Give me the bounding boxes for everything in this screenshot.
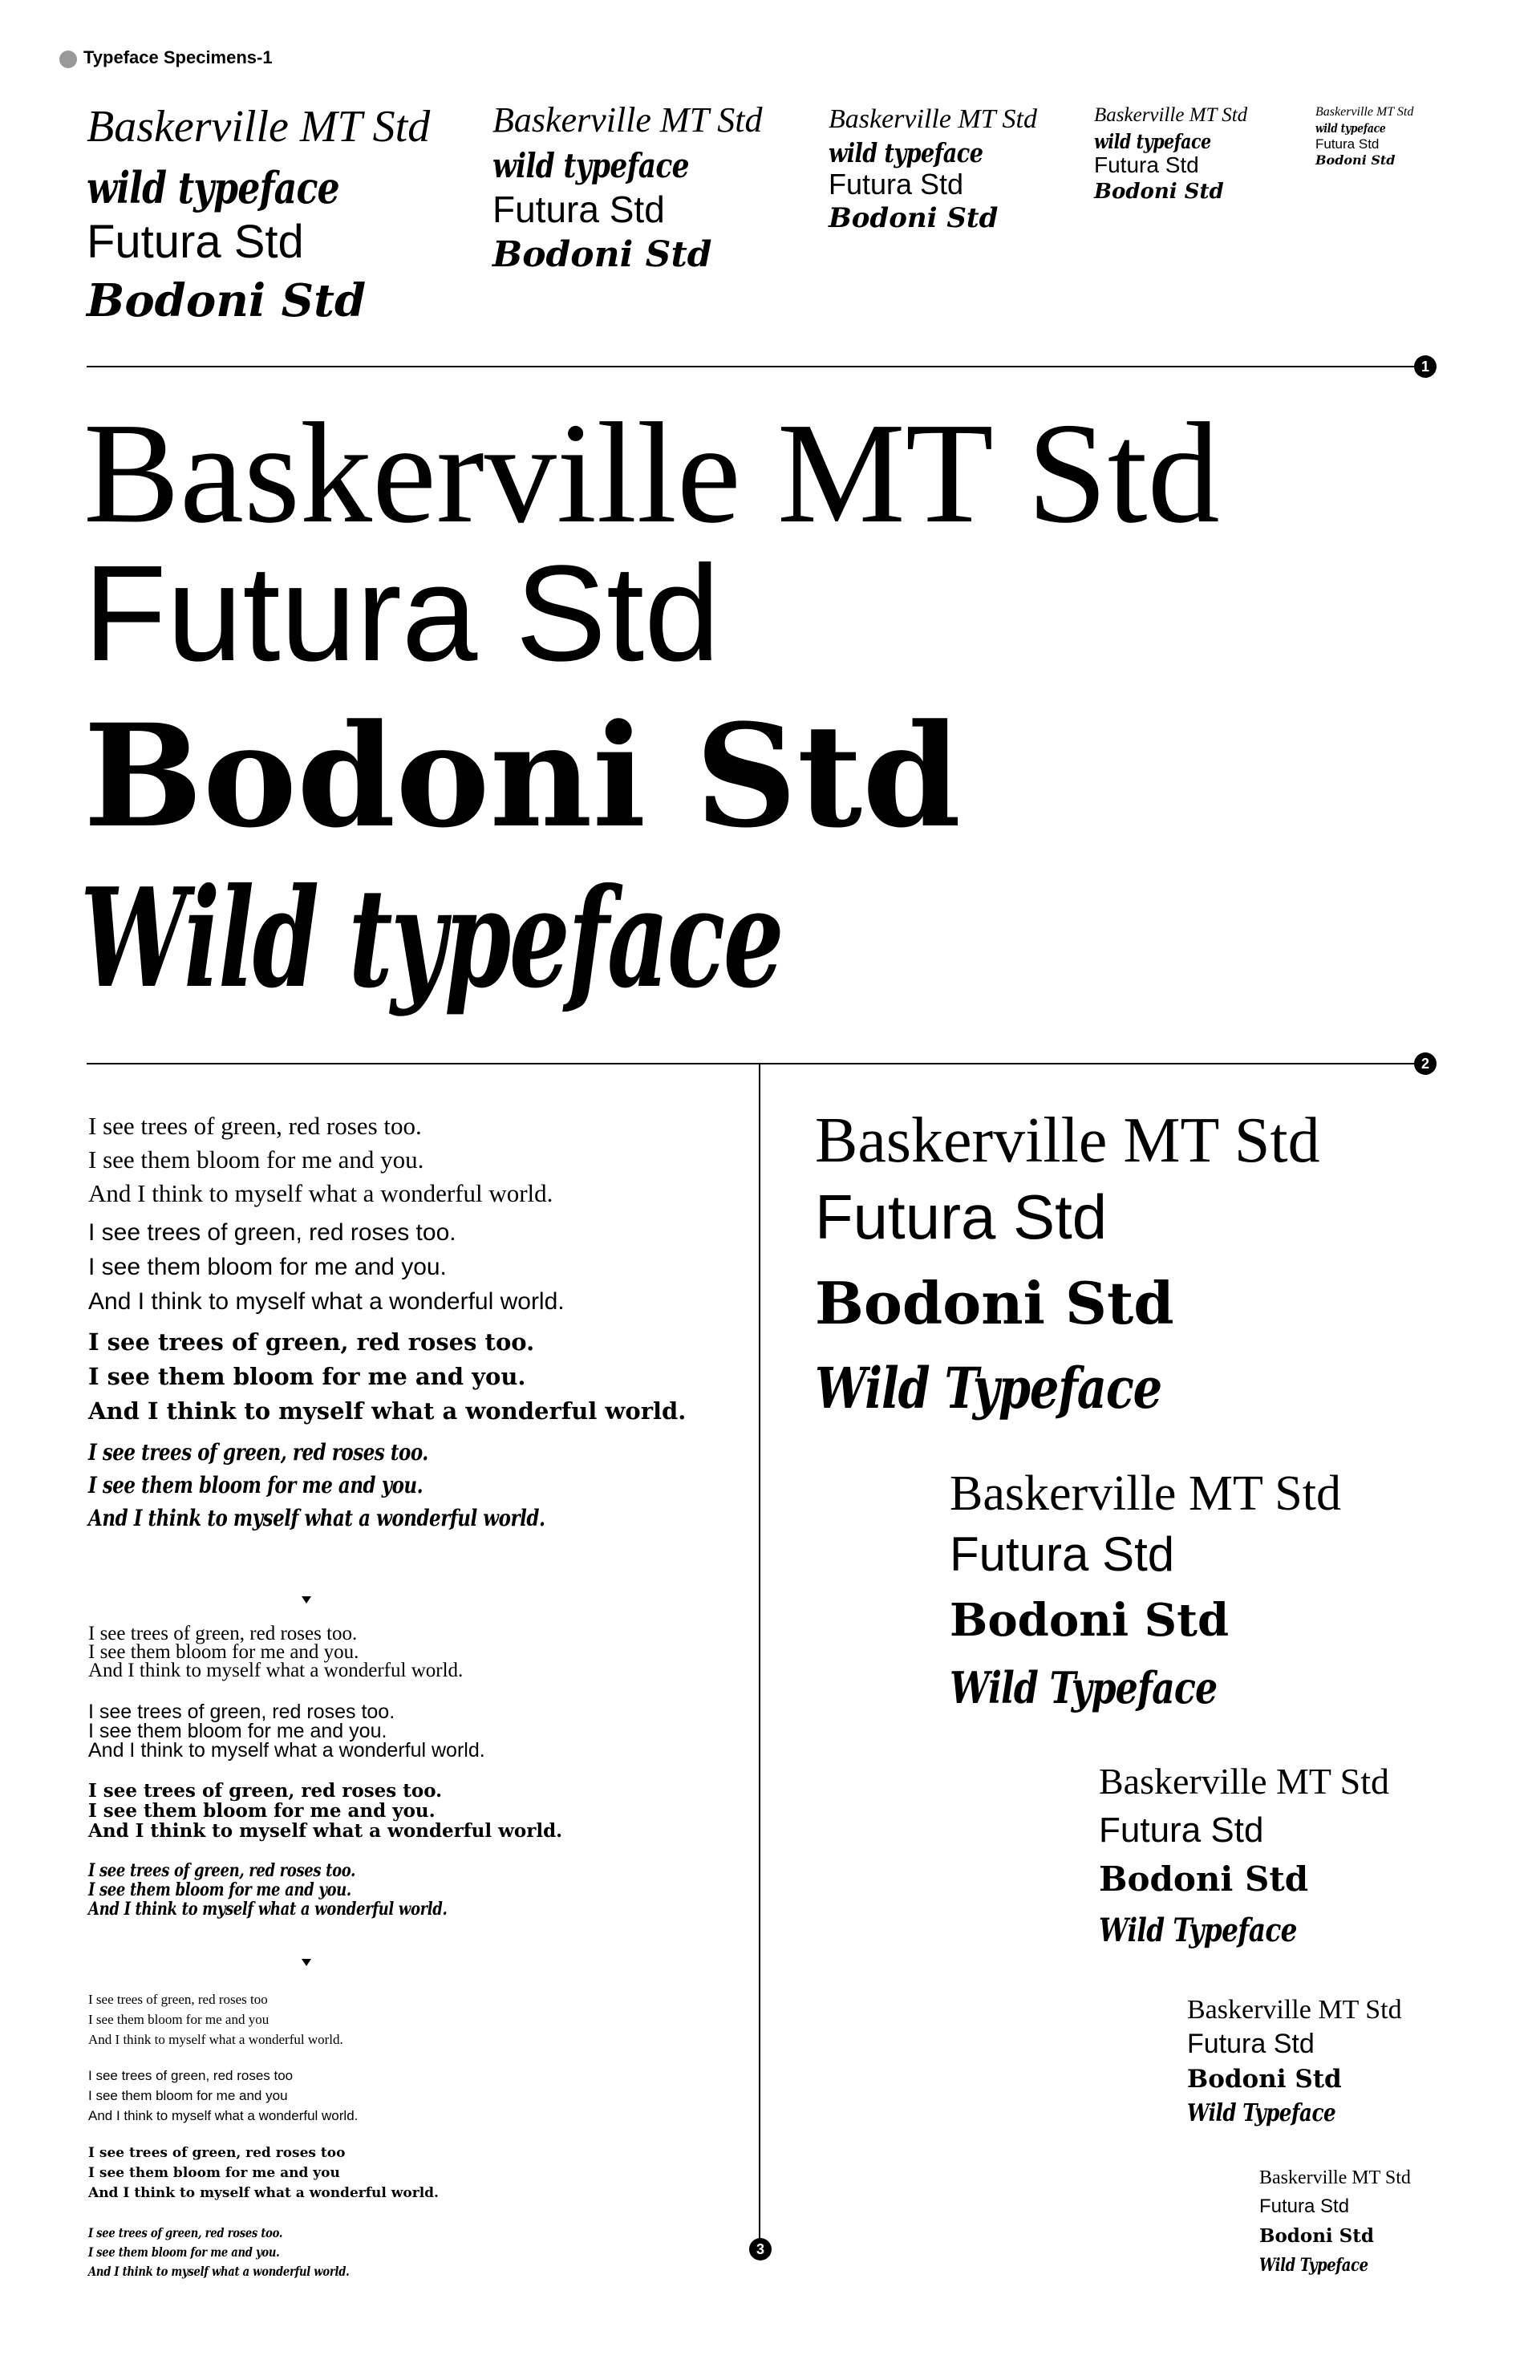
baskerville-sample: Baskerville MT Std — [1094, 104, 1248, 126]
baskerville-sample: Baskerville MT Std — [950, 1466, 1341, 1521]
baskerville-sample: Baskerville MT Std — [1187, 1995, 1402, 2025]
lyric-line: I see trees of green, red roses too. — [88, 2225, 283, 2240]
lyric-block-wild-small — [88, 2224, 407, 2281]
bodoni-sample: Bodoni Std — [815, 1269, 1174, 1337]
baskerville-sample: Baskerville MT Std — [1315, 105, 1414, 119]
futura-sample: Futura Std — [1315, 136, 1380, 152]
lyric-line: I see them bloom for me and you. — [88, 1641, 359, 1663]
lyric-line: I see them bloom for me and you. — [88, 1145, 424, 1174]
bodoni-sample: Bodoni Std — [87, 274, 367, 327]
lyric-line: I see them bloom for me and you. — [88, 1800, 436, 1822]
wild-sample: Wild Typeface — [1259, 2255, 1368, 2276]
wild-sample: Wild Typeface — [1187, 2099, 1336, 2127]
lyric-line: And I think to myself what a wonderful world. — [88, 1505, 545, 1531]
futura-sample: Futura Std — [1094, 152, 1199, 177]
lyric-block-wild-large — [88, 1436, 646, 1535]
lyric-block-bodoni-large — [88, 1325, 686, 1429]
divider-line-2 — [87, 1063, 1418, 1064]
baskerville-sample: Baskerville MT Std — [87, 102, 431, 152]
wild-sample: wild typeface — [1315, 121, 1386, 136]
futura-sample: Futura Std — [829, 168, 964, 201]
lyric-block-baskerville-small — [88, 1989, 343, 2050]
lyric-line: I see them bloom for me and you. — [88, 2244, 280, 2260]
lyric-block-baskerville-large — [88, 1109, 553, 1210]
bodoni-sample: Bodoni Std — [1094, 180, 1224, 204]
futura-sample: Futura Std — [87, 216, 304, 268]
lyric-line: And I think to myself what a wonderful world. — [88, 1739, 485, 1762]
lyric-line: And I think to myself what a wonderful world. — [88, 1397, 687, 1425]
section-marker-1: 1 — [1414, 355, 1437, 378]
lyric-line: I see trees of green, red roses too — [88, 1992, 268, 2007]
lyric-line: I see trees of green, red roses too. — [88, 1701, 395, 1723]
lyric-line: And I think to myself what a wonderful world. — [88, 2185, 439, 2201]
lyric-line: And I think to myself what a wonderful world. — [88, 2108, 359, 2123]
lyric-block-futura-small — [88, 2066, 358, 2126]
lyric-line: I see them bloom for me and you. — [88, 1472, 424, 1498]
lyric-line: I see them bloom for me and you. — [88, 1363, 526, 1390]
bodoni-sample: Bodoni Std — [950, 1594, 1230, 1647]
wild-sample: Wild Typeface — [815, 1355, 1162, 1421]
bodoni-sample: Bodoni Std — [1099, 1859, 1309, 1899]
wild-sample: wild typeface — [829, 137, 983, 168]
wild-sample: Wild Typeface — [1099, 1912, 1297, 1949]
futura-sample: Futura Std — [815, 1182, 1108, 1252]
futura-sample: Futura Std — [1259, 2196, 1350, 2217]
lyric-block-bodoni-medium — [88, 1781, 562, 1841]
lyric-line: And I think to myself what a wonderful world. — [88, 1179, 553, 1207]
baskerville-sample: Baskerville MT Std — [492, 100, 763, 140]
bodoni-sample: Bodoni Std — [1259, 2225, 1374, 2247]
lyric-line: I see them bloom for me and you — [88, 2088, 288, 2103]
lyric-line: I see trees of green, red roses too. — [88, 1439, 428, 1466]
lyric-line: I see trees of green, red roses too. — [88, 1112, 422, 1140]
lyric-line: I see them bloom for me and you — [88, 2165, 340, 2181]
wild-sample: Wild Typeface — [950, 1662, 1218, 1713]
lyric-line: I see trees of green, red roses too — [88, 2145, 346, 2161]
lyric-line: And I think to myself what a wonderful world. — [88, 2032, 343, 2047]
baskerville-sample: Baskerville MT Std — [815, 1105, 1320, 1176]
lyric-line: I see trees of green, red roses too — [88, 2068, 294, 2083]
lyric-line: And I think to myself what a wonderful world. — [88, 1288, 565, 1315]
bodoni-sample: Bodoni Std — [492, 234, 712, 275]
large-futura: Futura Std — [83, 537, 720, 690]
lyric-line: I see them bloom for me and you. — [88, 1720, 387, 1742]
lyric-line: And I think to myself what a wonderful world. — [88, 1660, 464, 1681]
down-arrow-icon — [302, 1596, 311, 1604]
lyric-line: I see trees of green, red roses too. — [88, 1328, 535, 1356]
wild-sample: wild typeface — [1094, 130, 1211, 153]
page-title: Typeface Specimens-1 — [83, 47, 273, 67]
lyric-block-wild-medium — [88, 1861, 526, 1919]
vertical-divider — [759, 1064, 760, 2243]
section-marker-3: 3 — [749, 2238, 772, 2260]
lyric-line: And I think to myself what a wonderful world. — [88, 2264, 350, 2279]
lyric-block-futura-medium — [88, 1702, 485, 1760]
large-bodoni: Bodoni Std — [83, 693, 962, 859]
large-wild: Wild typeface — [80, 858, 783, 1019]
header-dot-icon — [59, 51, 77, 68]
lyric-line: I see them bloom for me and you. — [88, 1879, 351, 1900]
bodoni-sample: Bodoni Std — [1187, 2065, 1342, 2094]
divider-line-1 — [87, 366, 1418, 367]
lyric-line: And I think to myself what a wonderful world. — [88, 1820, 563, 1842]
lyric-line: I see trees of green, red roses too. — [88, 1219, 456, 1246]
bodoni-sample: Bodoni Std — [829, 202, 999, 234]
futura-sample: Futura Std — [1099, 1810, 1264, 1850]
lyric-block-baskerville-medium — [88, 1624, 463, 1680]
lyric-line: I see trees of green, red roses too. — [88, 1860, 356, 1881]
baskerville-sample: Baskerville MT Std — [829, 104, 1037, 134]
futura-sample: Futura Std — [950, 1527, 1175, 1581]
baskerville-sample: Baskerville MT Std — [1099, 1761, 1390, 1802]
wild-sample: wild typeface — [492, 146, 689, 185]
lyric-block-bodoni-small — [88, 2143, 439, 2204]
large-baskerville: Baskerville MT Std — [83, 393, 1220, 553]
wild-sample: wild typeface — [87, 162, 339, 213]
down-arrow-icon — [302, 1959, 311, 1966]
lyric-block-futura-large — [88, 1215, 565, 1319]
lyric-line: I see trees of green, red roses too. — [88, 1623, 358, 1644]
lyric-line: And I think to myself what a wonderful world. — [88, 1899, 448, 1920]
section-marker-2: 2 — [1414, 1052, 1437, 1075]
futura-sample: Futura Std — [1187, 2029, 1315, 2059]
bodoni-sample: Bodoni Std — [1315, 152, 1396, 168]
lyric-line: I see trees of green, red roses too. — [88, 1780, 443, 1802]
lyric-line: I see them bloom for me and you. — [88, 1254, 447, 1280]
lyric-line: I see them bloom for me and you — [88, 2012, 270, 2027]
baskerville-sample: Baskerville MT Std — [1259, 2167, 1411, 2188]
futura-sample: Futura Std — [492, 189, 665, 230]
